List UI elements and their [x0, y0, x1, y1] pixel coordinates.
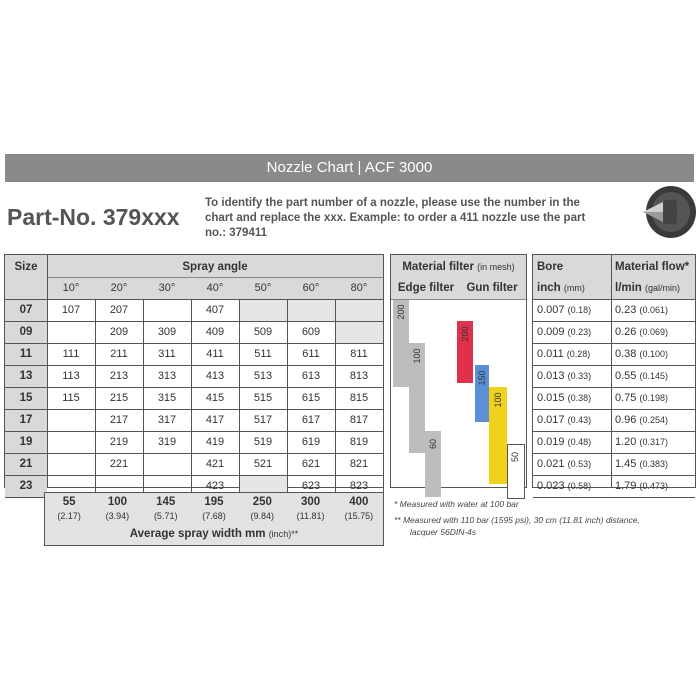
width-inch: (11.81) [296, 511, 325, 521]
col-line [95, 299, 96, 497]
filter-bar-label: 200 [460, 326, 470, 342]
flow-galmin: (0.069) [639, 327, 668, 337]
bore-row-line [533, 409, 695, 410]
nozzle-code: 315 [157, 392, 177, 404]
bore-row-line [533, 365, 695, 366]
nozzle-code: 509 [253, 326, 273, 338]
flow-unit [615, 282, 695, 294]
flow-value [615, 480, 695, 492]
angle-header: 40° [206, 282, 224, 294]
nozzle-code: 423 [205, 480, 225, 492]
nozzle-code: 513 [253, 370, 273, 382]
nozzle-code: 411 [206, 348, 224, 360]
gun-filter-label: Gun filter [466, 282, 518, 294]
nozzle-code: 609 [301, 326, 321, 338]
width-inch: (3.94) [105, 511, 130, 521]
bore-inch: 0.019 [537, 436, 568, 448]
footnote: ** Measured with 110 bar (1595 psi), 30 cm (11.81 inch) distance, [394, 515, 640, 525]
width-inch: (15.75) [344, 511, 374, 521]
width-mm: 300 [300, 496, 321, 508]
flow-value [615, 458, 695, 470]
bore-inch: 0.017 [537, 414, 568, 426]
header-line [47, 277, 383, 278]
empty-cell [287, 299, 335, 321]
width-mm: 195 [204, 496, 224, 508]
bore-row-line [533, 343, 695, 344]
bore-inch: 0.007 [537, 304, 568, 316]
bore-value [537, 304, 615, 316]
nozzle-code: 621 [301, 458, 321, 470]
bore-inch: 0.011 [537, 348, 567, 360]
col-line [47, 255, 48, 487]
bore-mm: (0.38) [567, 393, 592, 403]
bore-mm: (0.28) [566, 349, 591, 359]
flow-value [615, 392, 695, 404]
col-line [335, 299, 336, 497]
flow-galmin: (0.383) [639, 459, 668, 469]
nozzle-code: 615 [301, 392, 321, 404]
width-mm: 100 [107, 496, 128, 508]
size-label: 07 [19, 304, 33, 316]
row-line [5, 387, 383, 388]
bore-unit-sub: (mm) [563, 283, 585, 293]
col-line [383, 299, 384, 497]
nozzle-code: 419 [205, 436, 225, 448]
nozzle-table [4, 254, 384, 492]
nozzle-code: 613 [301, 370, 321, 382]
empty-cell [335, 299, 383, 321]
nozzle-code: 819 [349, 436, 369, 448]
angle-header: 10° [62, 282, 80, 294]
nozzle-code: 211 [110, 348, 128, 360]
filter-header [391, 261, 526, 273]
page-title: Nozzle Chart | ACF 3000 [5, 154, 694, 182]
intro-text: To identify the part number of a nozzle, please use the number in the chart and replace the xxx. Example: to order a 411 nozzle use the part no.: 379411 [205, 197, 586, 239]
flow-lmin: 1.79 [615, 480, 640, 492]
bore-row-line [533, 431, 695, 432]
nozzle-code: 317 [157, 414, 177, 426]
edge-filter-label: Edge filter [397, 282, 455, 294]
angle-header: 20° [110, 282, 128, 294]
nozzle-code: 821 [349, 458, 369, 470]
nozzle-code: 311 [158, 348, 176, 360]
footnote: lacquer 56DIN-4s [410, 527, 477, 537]
bore-value [537, 370, 615, 382]
bore-mm: (0.53) [567, 459, 592, 469]
nozzle-code: 815 [349, 392, 369, 404]
nozzle-code: 811 [350, 348, 368, 360]
bore-row-line [533, 475, 695, 476]
nozzle-code: 215 [109, 392, 129, 404]
nozzle-code: 319 [157, 436, 177, 448]
size-label: 15 [19, 392, 33, 404]
flow-lmin: 0.55 [615, 370, 640, 382]
footnote: * Measured with water at 100 bar [394, 499, 519, 509]
flow-galmin: (0.254) [639, 415, 668, 425]
nozzle-code: 421 [205, 458, 225, 470]
nozzle-code: 415 [205, 392, 225, 404]
size-label: 19 [19, 436, 33, 448]
nozzle-code: 511 [254, 348, 272, 360]
row-line [5, 321, 383, 322]
nozzle-code: 313 [157, 370, 177, 382]
flow-value [615, 348, 695, 360]
filter-bar-label: 50 [510, 452, 520, 463]
flow-value [615, 326, 695, 338]
filter-bar-label: 150 [477, 370, 487, 386]
nozzle-code: 219 [109, 436, 129, 448]
bore-mm: (0.18) [567, 305, 592, 315]
flow-lmin: 0.26 [615, 326, 640, 338]
flow-lmin: 0.38 [615, 348, 640, 360]
bore-unit [537, 282, 615, 294]
nozzle-code: 407 [205, 304, 225, 316]
bore-value [537, 480, 615, 492]
size-label: 17 [19, 414, 33, 426]
row-line [5, 343, 383, 344]
row-line [5, 431, 383, 432]
bore-col-line [611, 255, 612, 487]
nozzle-code: 111 [62, 348, 80, 360]
width-inch: (2.17) [57, 511, 81, 521]
bore-header: Bore [537, 261, 564, 273]
filter-header-unit: (in mesh) [477, 262, 515, 272]
nozzle-code: 207 [109, 304, 129, 316]
material-filter-table [390, 254, 527, 488]
nozzle-code: 221 [109, 458, 129, 470]
nozzle-code: 521 [253, 458, 273, 470]
nozzle-code: 417 [205, 414, 225, 426]
nozzle-code: 217 [109, 414, 129, 426]
width-mm: 250 [252, 496, 272, 508]
bore-mm: (0.43) [567, 415, 592, 425]
bore-value [537, 348, 615, 360]
bore-flow-table [532, 254, 696, 492]
flow-unit-sub: (gal/min) [645, 283, 681, 293]
nozzle-code: 611 [302, 348, 320, 360]
size-label: 23 [19, 480, 33, 492]
width-label [45, 528, 383, 540]
nozzle-code: 623 [301, 480, 321, 492]
nozzle-code: 209 [109, 326, 129, 338]
bore-row-line [533, 453, 695, 454]
col-line [287, 299, 288, 497]
spray-width-table [44, 492, 384, 546]
flow-lmin: 1.20 [615, 436, 640, 448]
flow-galmin: (0.198) [639, 393, 668, 403]
row-line [5, 409, 383, 410]
nozzle-code: 413 [205, 370, 225, 382]
width-inch: (5.71) [153, 511, 178, 521]
nozzle-code: 515 [253, 392, 273, 404]
width-label-text: Average spray width mm [129, 528, 269, 540]
filter-bar-label: 200 [396, 304, 406, 320]
flow-header: Material flow* [615, 261, 690, 273]
filter-bar-label: 60 [428, 439, 438, 450]
nozzle-image [637, 183, 697, 241]
width-inch: (7.68) [202, 511, 226, 521]
width-mm: 55 [62, 496, 76, 508]
flow-galmin: (0.317) [639, 437, 668, 447]
bore-row-line [533, 387, 695, 388]
flow-lmin: 0.75 [615, 392, 640, 404]
col-line [143, 299, 144, 497]
bore-mm: (0.58) [567, 481, 592, 491]
row-line [5, 299, 383, 300]
width-inch: (9.84) [250, 511, 275, 521]
angle-header: 30° [158, 282, 176, 294]
angle-header: 50° [254, 282, 272, 294]
bore-mm: (0.33) [567, 371, 592, 381]
flow-unit-text: l/min [615, 282, 646, 294]
bore-mm: (0.23) [567, 327, 592, 337]
angle-header: 80° [350, 282, 368, 294]
width-mm: 145 [156, 496, 176, 508]
width-label-unit: (inch)** [268, 529, 299, 539]
size-label: 09 [19, 326, 33, 338]
size-label: 11 [19, 348, 33, 360]
row-line [5, 453, 383, 454]
flow-lmin: 1.45 [615, 458, 640, 470]
flow-value [615, 370, 695, 382]
nozzle-code: 115 [62, 392, 80, 404]
flow-lmin: 0.96 [615, 414, 640, 426]
filter-bar-label: 100 [412, 348, 422, 364]
bore-inch: 0.013 [537, 370, 568, 382]
bore-inch: 0.015 [537, 392, 568, 404]
size-label: 21 [19, 458, 33, 470]
part-number: Part-No. 379xxx [7, 204, 180, 230]
bore-inch: 0.021 [537, 458, 568, 470]
bore-row-line [533, 321, 695, 322]
flow-galmin: (0.145) [639, 371, 668, 381]
nozzle-code: 213 [109, 370, 129, 382]
nozzle-code: 823 [349, 480, 369, 492]
bore-value [537, 392, 615, 404]
nozzle-code: 107 [61, 304, 81, 316]
nozzle-code: 519 [253, 436, 273, 448]
flow-value [615, 436, 695, 448]
flow-galmin: (0.061) [639, 305, 668, 315]
size-header: Size [14, 261, 38, 273]
bore-inch: 0.009 [537, 326, 568, 338]
bore-row-line [533, 299, 695, 300]
nozzle-code: 309 [157, 326, 177, 338]
bore-value [537, 436, 615, 448]
nozzle-code: 619 [301, 436, 321, 448]
nozzle-code: 113 [62, 370, 80, 382]
nozzle-code: 813 [349, 370, 369, 382]
flow-galmin: (0.473) [639, 481, 668, 491]
col-line [239, 299, 240, 497]
bore-mm: (0.48) [567, 437, 592, 447]
col-line [191, 299, 192, 497]
angle-header: 60° [302, 282, 320, 294]
nozzle-code: 517 [253, 414, 273, 426]
bore-value [537, 458, 615, 470]
nozzle-code: 617 [301, 414, 321, 426]
flow-value [615, 414, 695, 426]
bore-unit-text: inch [537, 282, 564, 294]
nozzle-code: 409 [205, 326, 225, 338]
flow-lmin: 0.23 [615, 304, 640, 316]
size-label: 13 [19, 370, 33, 382]
bore-row-line [533, 497, 695, 498]
empty-cell [335, 321, 383, 343]
flow-value [615, 304, 695, 316]
filter-header-text: Material filter [402, 261, 478, 273]
row-line [5, 475, 383, 476]
flow-galmin: (0.100) [639, 349, 668, 359]
empty-cell [239, 299, 287, 321]
bore-value [537, 326, 615, 338]
nozzle-code: 817 [349, 414, 369, 426]
bore-value [537, 414, 615, 426]
bore-inch: 0.023 [537, 480, 568, 492]
filter-header-line [391, 299, 526, 300]
spray-angle-header: Spray angle [182, 261, 248, 273]
row-line [5, 365, 383, 366]
filter-bar-label: 100 [493, 392, 503, 408]
width-mm: 400 [349, 496, 369, 508]
